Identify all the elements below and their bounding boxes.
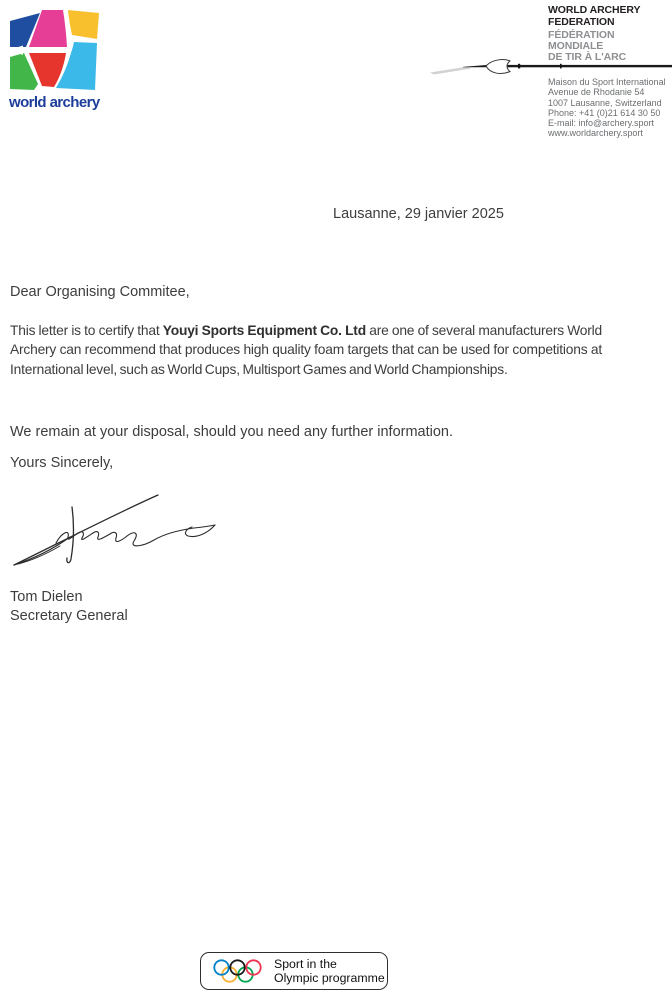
signer-title: Secretary General xyxy=(10,608,128,624)
closing: Yours Sincerely, xyxy=(10,455,114,471)
salutation: Dear Organising Commitee, xyxy=(10,284,190,300)
paragraph-2: We remain at your disposal, should you need any further information. xyxy=(10,424,454,440)
signature-icon xyxy=(8,487,223,582)
badge-text-line2: Olympic programme xyxy=(274,971,385,985)
olympic-rings-icon xyxy=(213,957,265,985)
signer-name: Tom Dielen xyxy=(10,589,83,605)
logo-wordmark: world archery xyxy=(9,94,100,111)
olympic-badge xyxy=(200,952,388,990)
certify-text-suffix: are one of several manufacturers World Archery can recommend that produces high quality foam targets that can be used for competitions at International level, such as World Cups, Multisport Games and World Championships. xyxy=(10,323,602,377)
address-line: Maison du Sport International xyxy=(548,77,666,87)
address-line: Avenue de Rhodanie 54 xyxy=(548,87,645,98)
org-name-en-line: WORLD ARCHERY xyxy=(548,4,641,16)
company-name: Youyi Sports Equipment Co. Ltd xyxy=(162,323,366,338)
address-line: E-mail: info@archery.sport xyxy=(548,118,655,129)
address-line: Phone: +41 (0)21 614 30 50 xyxy=(548,107,661,118)
badge-text-line1: Sport in the xyxy=(274,956,337,971)
org-name-fr-line: FÉDÉRATION xyxy=(548,29,615,41)
org-name-fr-line: MONDIALE xyxy=(548,39,604,52)
dateline: Lausanne, 29 janvier 2025 xyxy=(333,206,504,222)
header-arrow-icon xyxy=(430,58,672,78)
world-archery-logo-icon xyxy=(10,9,101,93)
address-line: 1007 Lausanne, Switzerland xyxy=(548,97,662,108)
org-address xyxy=(548,77,666,139)
org-name-en-line: FEDERATION xyxy=(548,15,615,28)
certify-text-prefix: This letter is to certify that xyxy=(10,323,163,338)
org-name-fr-line: DE TIR À L'ARC xyxy=(548,50,627,63)
org-name-en xyxy=(548,5,640,28)
badge-text xyxy=(274,957,385,986)
body-paragraph xyxy=(10,321,602,379)
address-line: www.worldarchery.sport xyxy=(548,128,643,139)
